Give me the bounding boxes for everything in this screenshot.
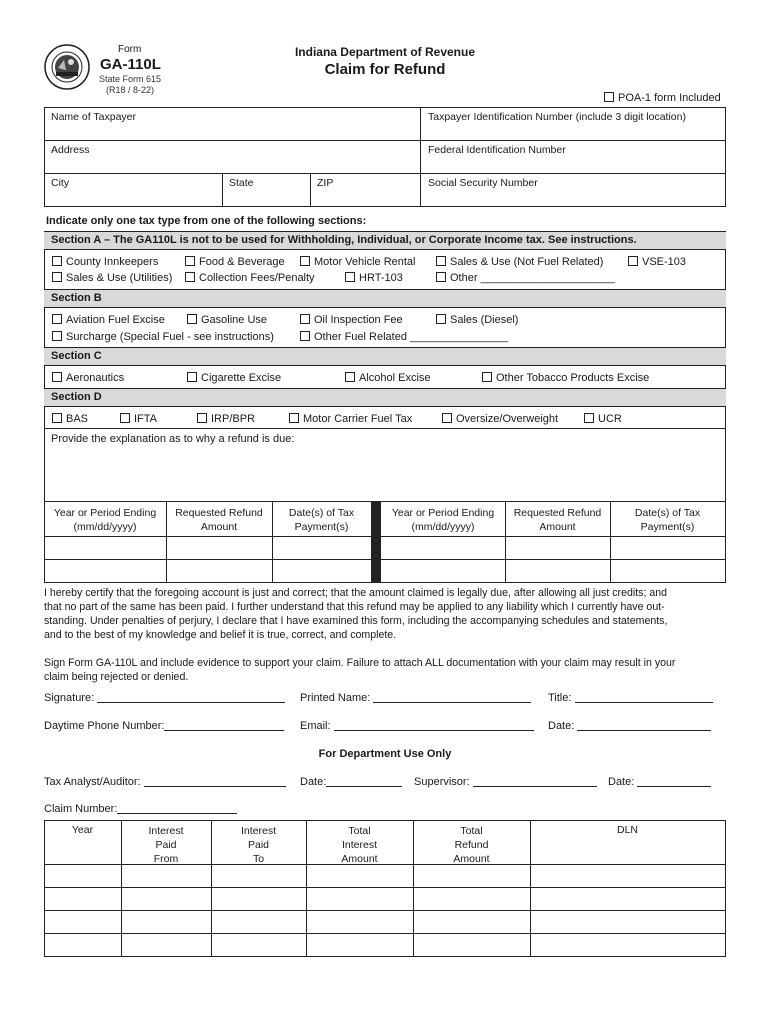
signature-field[interactable]: Signature: (44, 692, 285, 704)
tin-field[interactable]: Taxpayer Identification Number (include 3 digit location) (428, 111, 686, 123)
fein-field[interactable]: Federal Identification Number (428, 144, 566, 156)
state-seal (44, 44, 90, 90)
explanation-field[interactable]: Provide the explanation as to why a refund is due: (51, 433, 295, 445)
cb-surcharge[interactable]: Surcharge (Special Fuel - see instructions) (52, 331, 274, 343)
cb-collection-fees[interactable]: Collection Fees/Penalty (185, 272, 315, 284)
cb-sales-diesel[interactable]: Sales (Diesel) (436, 314, 518, 326)
cb-gasoline-use[interactable]: Gasoline Use (187, 314, 267, 326)
cb-irp-bpr[interactable]: IRP/BPR (197, 413, 255, 425)
col-requested-refund-2: Requested Refund Amount (513, 507, 602, 533)
cb-oil-inspection[interactable]: Oil Inspection Fee (300, 314, 403, 326)
sign-note: Sign Form GA-110L and include evidence to support your claim. Failure to attach ALL documentation with your claim may result in your claim being rejected or denied. (44, 657, 676, 683)
checkbox-icon (604, 92, 614, 102)
cb-other-fuel[interactable]: Other Fuel Related ________________ (300, 331, 508, 343)
name-of-taxpayer-field[interactable]: Name of Taxpayer (51, 111, 137, 123)
agency-name: Indiana Department of Revenue (294, 45, 476, 59)
zip-field[interactable]: ZIP (317, 177, 334, 189)
state-field[interactable]: State (229, 177, 254, 189)
cb-other-tobacco[interactable]: Other Tobacco Products Excise (482, 372, 649, 384)
col-dates-of-payment: Date(s) of Tax Payment(s) (288, 507, 355, 533)
col-total-interest: Total Interest Amount (341, 825, 378, 865)
dept-use-heading: For Department Use Only (318, 748, 452, 760)
poa-label: POA-1 form Included (618, 92, 721, 104)
supervisor-date-field[interactable]: Date: (608, 776, 711, 788)
section-d-heading: Section D (51, 391, 102, 403)
supervisor-field[interactable]: Supervisor: (414, 776, 597, 788)
state-form-number: State Form 615 (99, 74, 162, 84)
cb-aviation-fuel[interactable]: Aviation Fuel Excise (52, 314, 165, 326)
daytime-phone-field[interactable]: Daytime Phone Number: (44, 720, 284, 732)
cb-ucr[interactable]: UCR (584, 413, 622, 425)
tax-analyst-field[interactable]: Tax Analyst/Auditor: (44, 776, 286, 788)
city-field[interactable]: City (51, 177, 70, 189)
form-number: GA-110L (100, 56, 161, 73)
col-year-period-ending-2: Year or Period Ending (mm/dd/yyyy) (391, 507, 495, 533)
claim-number-field[interactable]: Claim Number: (44, 803, 237, 815)
col-interest-paid-from: Interest Paid From (148, 825, 184, 865)
certification-text: I hereby certify that the foregoing account is just and correct; that the amount claimed is legally due, after allowing all just credits; and that no part of the same has been paid. I further understand that this refund may be applied to any liability which I currently have out- standing. Under penalties of perjury, I declare that I have examined this form, including the accompanying schedules and statements, and to the best of my knowledge and belief it is true, correct, and complete. (44, 587, 668, 641)
cb-county-innkeepers[interactable]: County Innkeepers (52, 256, 158, 268)
analyst-date-field[interactable]: Date: (300, 776, 402, 788)
cb-cigarette-excise[interactable]: Cigarette Excise (187, 372, 281, 384)
cb-bas[interactable]: BAS (52, 413, 88, 425)
revision: (R18 / 8-22) (106, 85, 155, 95)
cb-motor-vehicle-rental[interactable]: Motor Vehicle Rental (300, 256, 416, 268)
section-c-heading: Section C (51, 350, 102, 362)
email-field[interactable]: Email: (300, 720, 534, 732)
cb-ifta[interactable]: IFTA (120, 413, 157, 425)
cb-aeronautics[interactable]: Aeronautics (52, 372, 124, 384)
col-requested-refund: Requested Refund Amount (175, 507, 263, 533)
cb-other-a[interactable]: Other ______________________ (436, 272, 615, 284)
ssn-field[interactable]: Social Security Number (428, 177, 538, 189)
cb-hrt-103[interactable]: HRT-103 (345, 272, 403, 284)
form-word: Form (118, 44, 142, 55)
page-title: Claim for Refund (324, 61, 446, 78)
date-field[interactable]: Date: (548, 720, 711, 732)
printed-name-field[interactable]: Printed Name: (300, 692, 531, 704)
col-total-refund: Total Refund Amount (453, 825, 490, 865)
cb-oversize-overweight[interactable]: Oversize/Overweight (442, 413, 558, 425)
poa-checkbox[interactable] (604, 92, 721, 104)
section-a-heading: Section A – The GA110L is not to be used for Withholding, Individual, or Corporate Income tax. See instructions. (51, 234, 637, 246)
title-field[interactable]: Title: (548, 692, 713, 704)
cb-vse-103[interactable]: VSE-103 (628, 256, 686, 268)
col-year-period-ending: Year or Period Ending (mm/dd/yyyy) (53, 507, 157, 533)
cb-sales-use-utilities[interactable]: Sales & Use (Utilities) (52, 272, 172, 284)
cb-alcohol-excise[interactable]: Alcohol Excise (345, 372, 431, 384)
col-dates-of-payment-2: Date(s) of Tax Payment(s) (634, 507, 701, 533)
address-field[interactable]: Address (51, 144, 90, 156)
col-year: Year (71, 824, 94, 836)
cb-sales-use-not-fuel[interactable]: Sales & Use (Not Fuel Related) (436, 256, 603, 268)
col-dln: DLN (616, 824, 638, 836)
col-interest-paid-to: Interest Paid To (240, 825, 277, 865)
cb-motor-carrier-fuel[interactable]: Motor Carrier Fuel Tax (289, 413, 412, 425)
tax-type-instructions: Indicate only one tax type from one of the following sections: (46, 215, 367, 227)
cb-food-beverage[interactable]: Food & Beverage (185, 256, 285, 268)
section-b-heading: Section B (51, 292, 102, 304)
